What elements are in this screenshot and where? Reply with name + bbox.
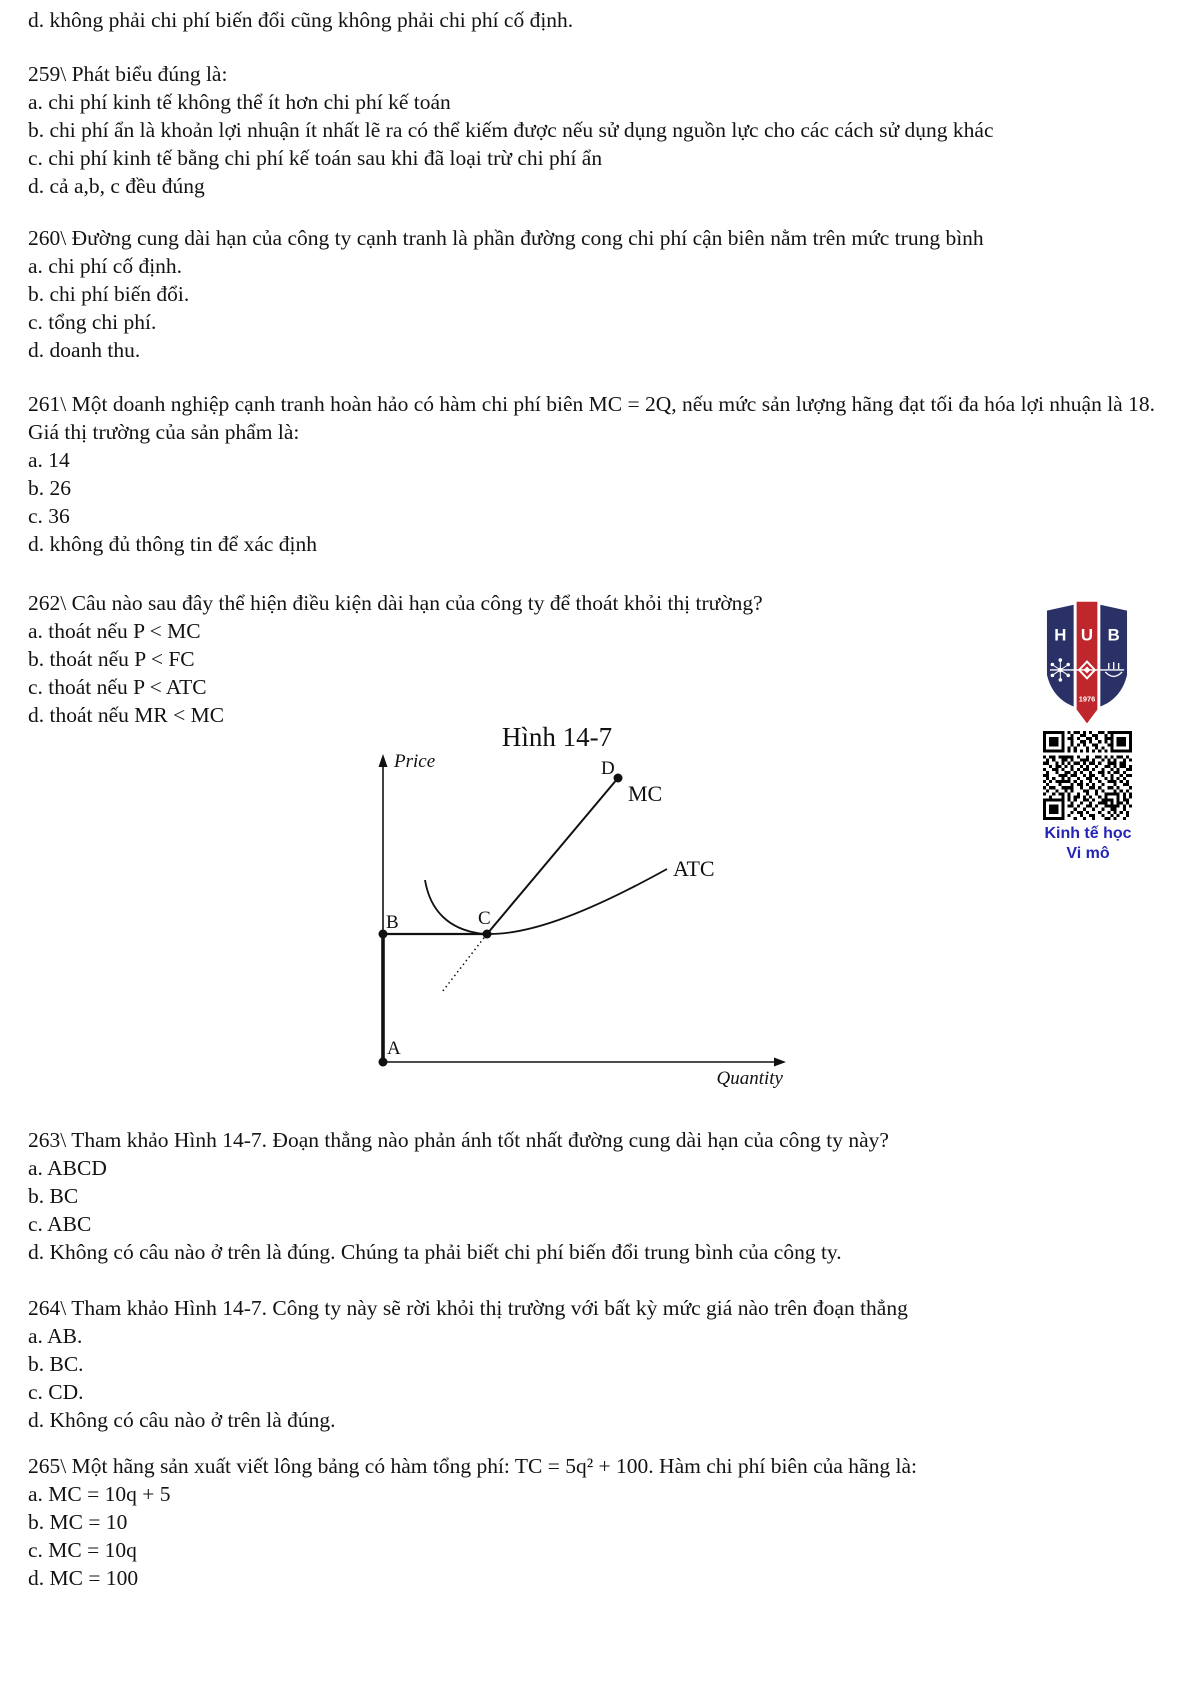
option-line: d. không phải chi phí biến đổi cũng không phải chi phí cố định. bbox=[28, 8, 574, 32]
point-A-label: A bbox=[387, 1038, 401, 1059]
segment-CD-mc bbox=[487, 778, 618, 934]
qr-code bbox=[1043, 731, 1132, 820]
question-264 bbox=[28, 1294, 1176, 1434]
option-d: d. cả a,b, c đều đúng bbox=[28, 174, 205, 198]
mc-label: MC bbox=[628, 781, 663, 806]
option-b: b. 26 bbox=[28, 476, 71, 500]
option-c: c. tổng chi phí. bbox=[28, 310, 157, 334]
option-b: b. BC. bbox=[28, 1352, 84, 1376]
logo-letter-h: H bbox=[1054, 625, 1067, 645]
qr-code-icon bbox=[1043, 731, 1132, 820]
option-c: c. 36 bbox=[28, 504, 70, 528]
figure-canvas bbox=[330, 670, 800, 1095]
shield-right-panel bbox=[1100, 605, 1127, 707]
question-text: 260\ Đường cung dài hạn của công ty cạnh tranh là phần đường cong chi phí cận biên nằm trên mức trung bình bbox=[28, 226, 984, 250]
option-c: c. thoát nếu P < ATC bbox=[28, 675, 207, 699]
point-C-label: C bbox=[478, 908, 491, 929]
option-d: d. doanh thu. bbox=[28, 338, 141, 362]
logo-letter-u: U bbox=[1080, 625, 1094, 645]
atc-label: ATC bbox=[673, 856, 715, 881]
option-d: d. Không có câu nào ở trên là đúng. Chúng ta phải biết chi phí biến đổi trung bình của công ty. bbox=[28, 1240, 842, 1264]
option-d: d. Không có câu nào ở trên là đúng. bbox=[28, 1408, 336, 1432]
qr-caption-line2: Vi mô bbox=[1066, 845, 1110, 862]
option-b: b. BC bbox=[28, 1184, 79, 1208]
point-D-label: D bbox=[601, 758, 615, 779]
qr-caption bbox=[1022, 824, 1154, 864]
option-c: c. MC = 10q bbox=[28, 1538, 137, 1562]
point-C bbox=[483, 930, 492, 939]
logo-year: 1976 bbox=[1078, 694, 1096, 704]
option-c: c. ABC bbox=[28, 1212, 92, 1236]
option-b: b. chi phí biến đổi. bbox=[28, 282, 190, 306]
x-axis-arrow-icon bbox=[774, 1058, 786, 1067]
qr-caption-line1: Kinh tế học bbox=[1044, 825, 1132, 842]
question-text: 264\ Tham khảo Hình 14-7. Công ty này sẽ rời khỏi thị trường với bất kỳ mức giá nào trên đoạn thẳng bbox=[28, 1296, 908, 1320]
question-260 bbox=[28, 224, 1176, 364]
x-axis-label: Quantity bbox=[716, 1068, 783, 1089]
option-c: c. CD. bbox=[28, 1380, 84, 1404]
option-a: a. 14 bbox=[28, 448, 70, 472]
option-b: b. thoát nếu P < FC bbox=[28, 647, 195, 671]
option-a: a. ABCD bbox=[28, 1156, 107, 1180]
option-a: a. MC = 10q + 5 bbox=[28, 1482, 171, 1506]
hub-logo bbox=[1044, 597, 1130, 737]
option-c: c. chi phí kinh tế bằng chi phí kế toán sau khi đã loại trừ chi phí ẩn bbox=[28, 146, 603, 170]
question-265 bbox=[28, 1452, 1176, 1592]
logo-letter-b: B bbox=[1107, 625, 1120, 645]
figure-title: Hình 14-7 bbox=[501, 722, 613, 752]
mc-dotted-extension bbox=[442, 934, 487, 992]
question-continuation-block bbox=[28, 6, 1176, 34]
option-d: d. MC = 100 bbox=[28, 1566, 139, 1590]
question-text: 262\ Câu nào sau đây thể hiện điều kiện dài hạn của công ty để thoát khỏi thị trường? bbox=[28, 591, 763, 615]
question-263 bbox=[28, 1126, 1176, 1266]
point-B-label: B bbox=[386, 912, 399, 933]
option-b: b. chi phí ẩn là khoản lợi nhuận ít nhất lẽ ra có thể kiếm được nếu sử dụng nguồn lực cho các cách sử dụng khác bbox=[28, 118, 994, 142]
question-text: 265\ Một hãng sản xuất viết lông bảng có hàm tổng phí: TC = 5q² + 100. Hàm chi phí biên của hãng là: bbox=[28, 1454, 917, 1478]
option-a: a. chi phí cố định. bbox=[28, 254, 183, 278]
option-a: a. AB. bbox=[28, 1324, 83, 1348]
question-text: 261\ Một doanh nghiệp cạnh tranh hoàn hảo có hàm chi phí biên MC = 2Q, nếu mức sản lượng hãng đạt tối đa hóa lợi nhuận là 18. Giá thị trường của sản phẩm là: bbox=[28, 392, 1155, 444]
question-text: 259\ Phát biểu đúng là: bbox=[28, 62, 228, 86]
option-d: d. thoát nếu MR < MC bbox=[28, 703, 225, 727]
question-259 bbox=[28, 60, 1176, 200]
point-D bbox=[614, 774, 623, 783]
figure-14-7 bbox=[330, 670, 800, 1095]
option-a: a. thoát nếu P < MC bbox=[28, 619, 201, 643]
option-a: a. chi phí kinh tế không thể ít hơn chi phí kế toán bbox=[28, 90, 451, 114]
option-b: b. MC = 10 bbox=[28, 1510, 128, 1534]
option-d: d. không đủ thông tin để xác định bbox=[28, 532, 318, 556]
shield-left-panel bbox=[1047, 605, 1074, 707]
y-axis-label: Price bbox=[394, 751, 436, 772]
question-text: 263\ Tham khảo Hình 14-7. Đoạn thẳng nào phản ánh tốt nhất đường cung dài hạn của công ty này? bbox=[28, 1128, 889, 1152]
question-261 bbox=[28, 390, 1176, 558]
hub-shield-icon bbox=[1044, 597, 1130, 737]
atc-curve bbox=[425, 869, 667, 934]
